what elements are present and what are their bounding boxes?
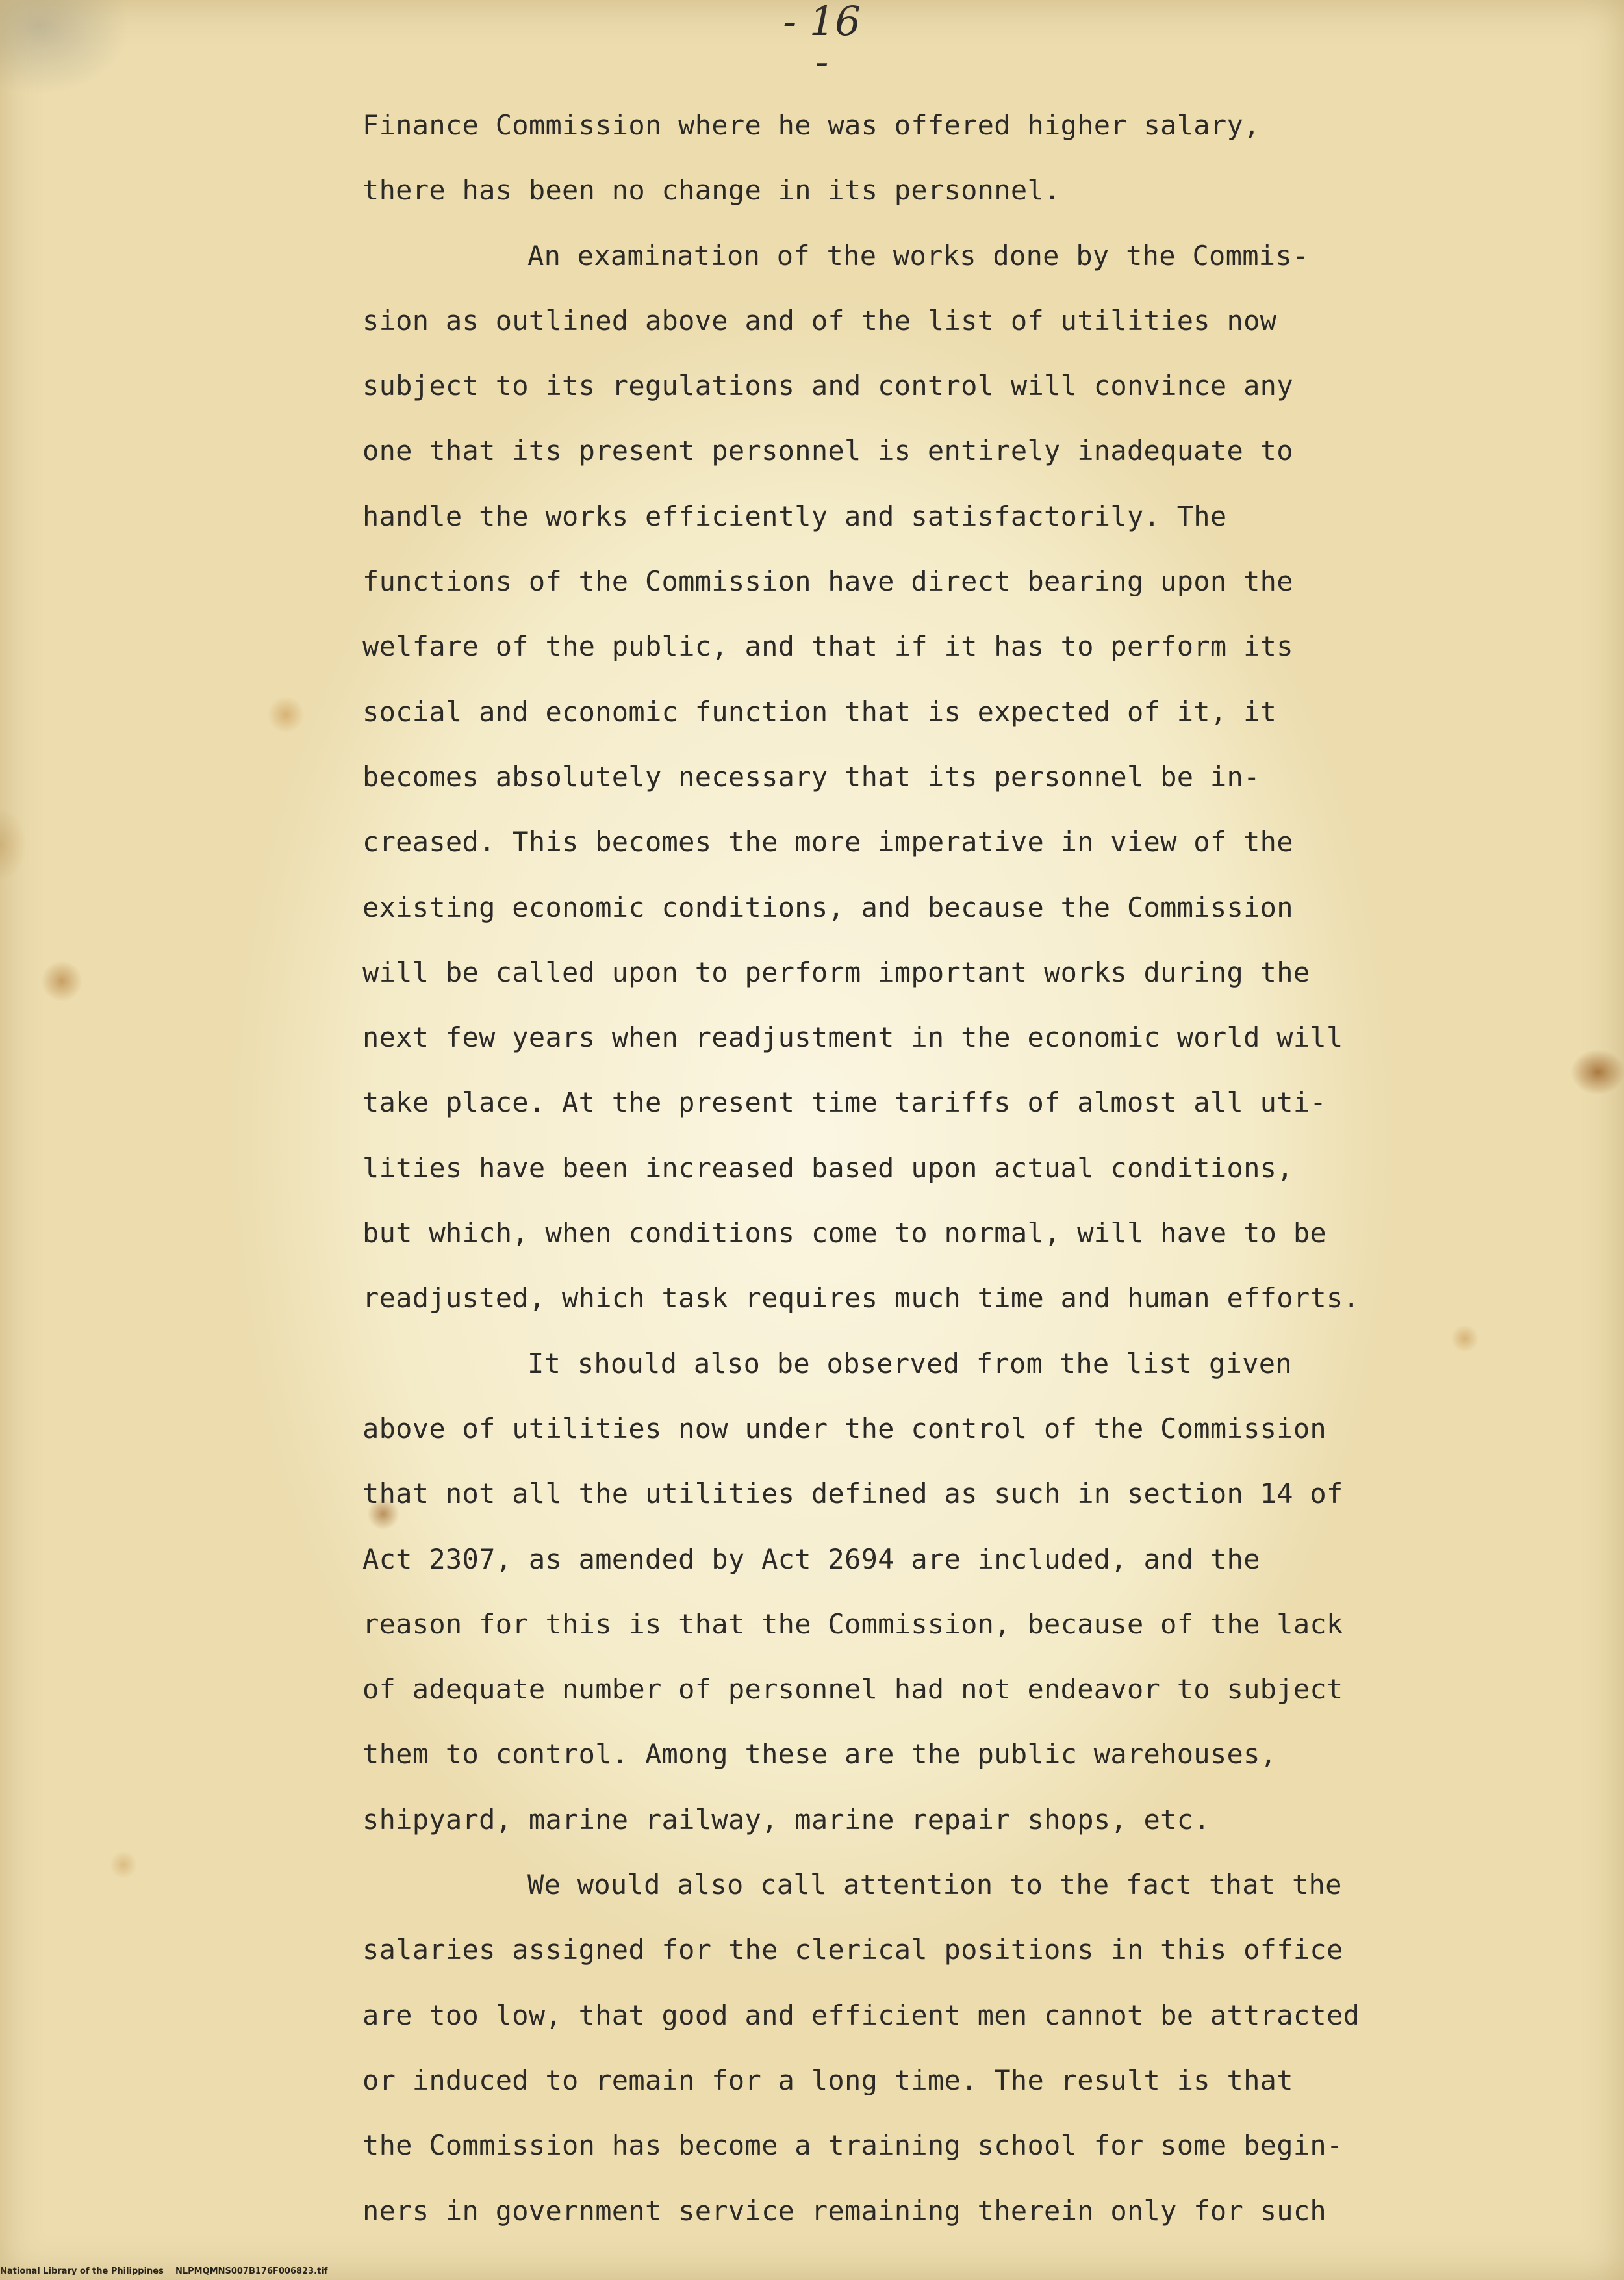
- text-line: An examination of the works done by the Commis-: [527, 239, 1309, 272]
- text-line: the Commission has become a training school for some begin-: [362, 2129, 1343, 2162]
- text-line: reason for this is that the Commission, because of the lack: [362, 1608, 1343, 1640]
- text-line: We would also call attention to the fact that the: [527, 1869, 1342, 1901]
- text-line: lities have been increased based upon actual conditions,: [362, 1151, 1293, 1184]
- text-line: one that its present personnel is entirely inadequate to: [362, 435, 1293, 467]
- text-line: welfare of the public, and that if it has to perform its: [362, 630, 1293, 663]
- text-line: It should also be observed from the list given: [527, 1347, 1292, 1379]
- text-line: becomes absolutely necessary that its personnel be in-: [362, 760, 1260, 793]
- archive-caption: National Library of the Philippines NLPMQMNS007B176F006823.tif: [0, 2266, 328, 2276]
- text-line: of adequate number of personnel had not endeavor to subject: [362, 1673, 1343, 1706]
- text-line: social and economic function that is expected of it, it: [362, 695, 1277, 728]
- text-line: Act 2307, as amended by Act 2694 are included, and the: [362, 1543, 1260, 1575]
- text-line: Finance Commission where he was offered higher salary,: [362, 109, 1260, 141]
- text-line: readjusted, which task requires much time and human efforts.: [362, 1282, 1360, 1314]
- text-line: shipyard, marine railway, marine repair shops, etc.: [362, 1803, 1210, 1836]
- text-line: handle the works efficiently and satisfactorily. The: [362, 500, 1227, 532]
- text-line: but which, when conditions come to normal, will have to be: [362, 1217, 1326, 1249]
- text-line: or induced to remain for a long time. The result is that: [362, 2064, 1293, 2096]
- text-line: next few years when readjustment in the economic world will: [362, 1021, 1343, 1054]
- text-line: sion as outlined above and of the list of utilities now: [362, 304, 1277, 337]
- page-number: - 16 -: [783, 0, 861, 85]
- text-line: are too low, that good and efficient men cannot be attracted: [362, 1999, 1360, 2031]
- text-line: that not all the utilities defined as such in section 14 of: [362, 1478, 1343, 1510]
- text-line: them to control. Among these are the public warehouses,: [362, 1738, 1277, 1771]
- body-text: [362, 97, 1571, 2248]
- text-line: salaries assigned for the clerical positions in this office: [362, 1934, 1343, 1966]
- text-line: above of utilities now under the control of the Commission: [362, 1412, 1326, 1444]
- text-line: creased. This becomes the more imperative in view of the: [362, 826, 1293, 858]
- text-line: will be called upon to perform important works during the: [362, 956, 1310, 988]
- text-line: ners in government service remaining therein only for such: [362, 2194, 1326, 2227]
- text-line: there has been no change in its personnel.: [362, 174, 1061, 207]
- text-line: take place. At the present time tariffs of almost all uti-: [362, 1086, 1326, 1119]
- text-line: functions of the Commission have direct bearing upon the: [362, 565, 1293, 598]
- text-line: subject to its regulations and control will convince any: [362, 370, 1293, 402]
- text-line: existing economic conditions, and because the Commission: [362, 891, 1293, 923]
